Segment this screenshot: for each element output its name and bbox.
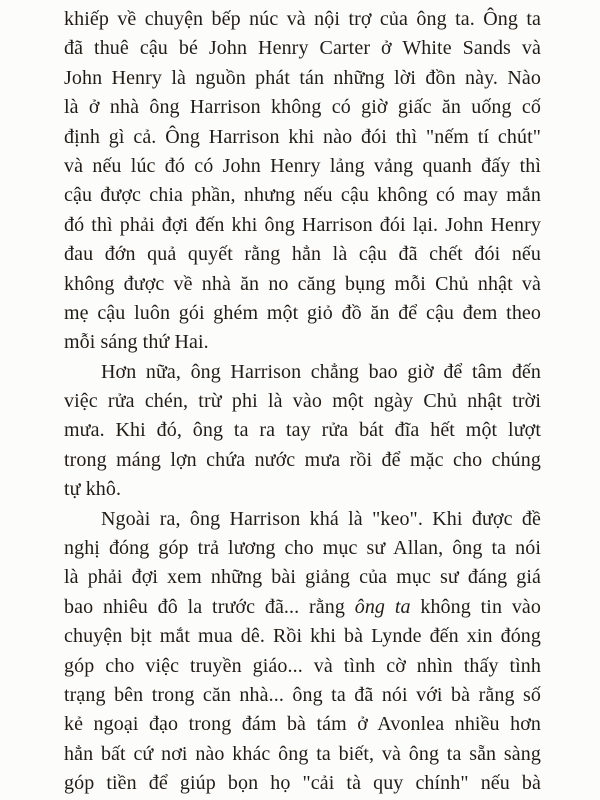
text-line: mưa. Khi đó, ông ta ra tay rửa bát đĩa hết một lượt xyxy=(64,419,541,442)
text-line: trong máng lợn chứa nước mưa rồi để mặc cho chúng xyxy=(64,448,541,471)
text-line: việc rửa chén, trừ phi là vào một ngày Chủ nhật trời xyxy=(64,390,541,413)
paragraph xyxy=(64,505,541,799)
text-line: cậu được chia phần, nhưng nếu cậu không có may mắn xyxy=(64,184,541,207)
text-line: Ngoài ra, ông Harrison khá là "keo". Khi được đề xyxy=(101,507,541,530)
text-line: tự khô. xyxy=(64,478,122,501)
text-line: đó thì phải đợi đến khi ông Harrison đói lại. John Henry xyxy=(64,213,541,236)
text-line: đau đớn quả quyết rằng hẳn là cậu đã chết đói nếu xyxy=(64,243,541,266)
text-line: góp cho việc truyền giáo... và tình cờ nhìn thấy tình xyxy=(64,654,541,677)
italic-emphasis: ông ta xyxy=(354,595,411,618)
text-line: đã thuê cậu bé John Henry Carter ở White Sands và xyxy=(64,37,541,60)
text-segment: không tin vào xyxy=(410,595,542,618)
text-line: khiếp về chuyện bếp núc và nội trợ của ông ta. Ông ta xyxy=(64,8,541,30)
text-line: là ở nhà ông Harrison không có giờ giấc ăn uống cố xyxy=(64,96,541,119)
text-line: Hơn nữa, ông Harrison chẳng bao giờ để tâm đến xyxy=(101,360,541,383)
text-line xyxy=(64,593,541,622)
text-line: góp tiền để giúp bọn họ "cải tà quy chính" nếu bà xyxy=(64,772,541,795)
text-line: mẹ cậu luôn gói ghém một giỏ đồ ăn để cậu đem theo xyxy=(64,301,541,324)
page-text xyxy=(64,5,541,799)
text-line: định gì cả. Ông Harrison khi nào đói thì "nếm tí chút" xyxy=(64,125,541,148)
text-line: nghị đóng góp trả lương cho mục sư Allan, ông ta nói xyxy=(64,537,541,560)
text-line: và nếu lúc đó có John Henry lảng vảng quanh đấy thì xyxy=(64,154,541,177)
text-segment: bao nhiêu đô la trước đã... rằng xyxy=(64,595,355,618)
paragraph xyxy=(64,358,541,505)
paragraph xyxy=(64,5,541,358)
text-line: không được về nhà ăn no căng bụng mỗi Chủ nhật và xyxy=(64,272,541,295)
text-line: hẳn bất cứ nơi nào khác ông ta biết, và ông ta sẵn sàng xyxy=(64,742,541,765)
text-line: là phải đợi xem những bài giảng của mục sư đáng giá xyxy=(64,566,541,589)
text-line: John Henry là nguồn phát tán những lời đồn này. Nào xyxy=(64,66,541,89)
text-line: mỗi sáng thứ Hai. xyxy=(64,331,209,354)
text-line: chuyện bịt mắt mua dê. Rồi khi bà Lynde đến xin đóng xyxy=(64,625,541,648)
text-line: trạng bên trong căn nhà... ông ta đã nói với bà rằng số xyxy=(64,683,541,706)
text-line: kẻ ngoại đạo trong đám bà tám ở Avonlea nhiều hơn xyxy=(64,713,541,736)
